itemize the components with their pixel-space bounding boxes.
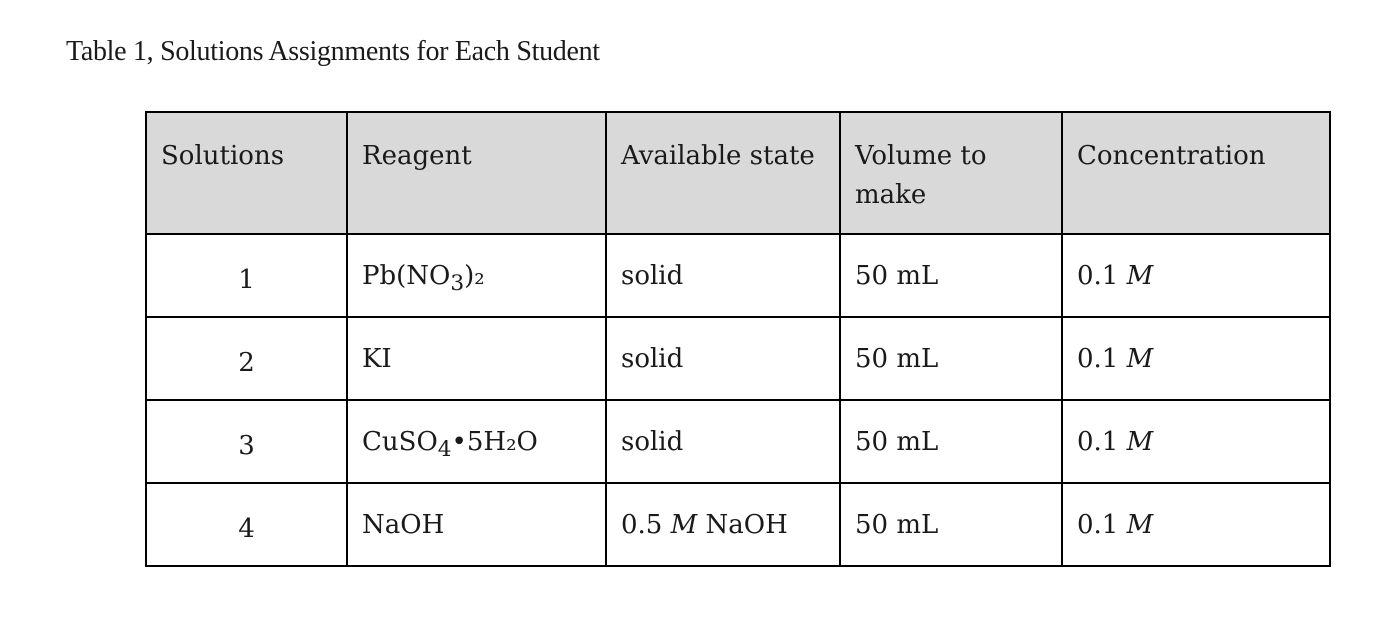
molarity-unit-text: M	[1126, 510, 1154, 540]
header-available-state: Available state	[606, 112, 840, 234]
volume-cell: 50 mL	[840, 317, 1062, 400]
solution-number-cell: 1	[146, 234, 347, 317]
header-concentration: Concentration	[1062, 112, 1330, 234]
cell-text: 0.1	[1077, 261, 1127, 291]
subscript-text: 3	[450, 271, 465, 297]
concentration-cell	[1062, 483, 1330, 566]
solution-number-cell: 2	[146, 317, 347, 400]
solution-number-cell: 4	[146, 483, 347, 566]
reagent-cell	[347, 234, 606, 317]
available-state-cell	[606, 317, 840, 400]
table-row	[146, 234, 1330, 317]
table-row	[146, 317, 1330, 400]
cell-text: KI	[362, 344, 392, 374]
available-state-cell	[606, 483, 840, 566]
cell-text: solid	[621, 261, 684, 291]
cell-text: CuSO	[362, 427, 438, 457]
cell-text: solid	[621, 344, 684, 374]
reagent-cell	[347, 400, 606, 483]
available-state-cell	[606, 234, 840, 317]
subscript-text: 4	[437, 437, 452, 463]
cell-text: 0.1	[1077, 427, 1127, 457]
cell-text: 0.1	[1077, 344, 1127, 374]
table-row	[146, 483, 1330, 566]
molarity-unit-text: M	[1126, 261, 1154, 291]
cell-text: NaOH	[697, 510, 788, 540]
molarity-unit-text: M	[1126, 344, 1154, 374]
volume-cell: 50 mL	[840, 400, 1062, 483]
table-row	[146, 400, 1330, 483]
volume-cell: 50 mL	[840, 234, 1062, 317]
cell-text: solid	[621, 427, 684, 457]
header-reagent: Reagent	[347, 112, 606, 234]
cell-text: 0.5	[621, 510, 671, 540]
reagent-cell	[347, 483, 606, 566]
table-caption: Table 1, Solutions Assignments for Each Student	[66, 36, 600, 67]
volume-cell: 50 mL	[840, 483, 1062, 566]
available-state-cell	[606, 400, 840, 483]
concentration-cell	[1062, 317, 1330, 400]
molarity-unit-text: M	[670, 510, 698, 540]
solutions-table	[145, 111, 1331, 567]
concentration-cell	[1062, 400, 1330, 483]
cell-text: 0.1	[1077, 510, 1127, 540]
cell-text: NaOH	[362, 510, 445, 540]
cell-text: Pb(NO	[362, 261, 451, 291]
solution-number-cell: 3	[146, 400, 347, 483]
header-solutions: Solutions	[146, 112, 347, 234]
molarity-unit-text: M	[1126, 427, 1154, 457]
concentration-cell	[1062, 234, 1330, 317]
cell-text: )₂	[464, 261, 485, 291]
header-row	[146, 112, 1330, 234]
header-volume-to-make: Volume to make	[840, 112, 1062, 234]
reagent-cell	[347, 317, 606, 400]
cell-text: •5H₂O	[451, 427, 538, 457]
